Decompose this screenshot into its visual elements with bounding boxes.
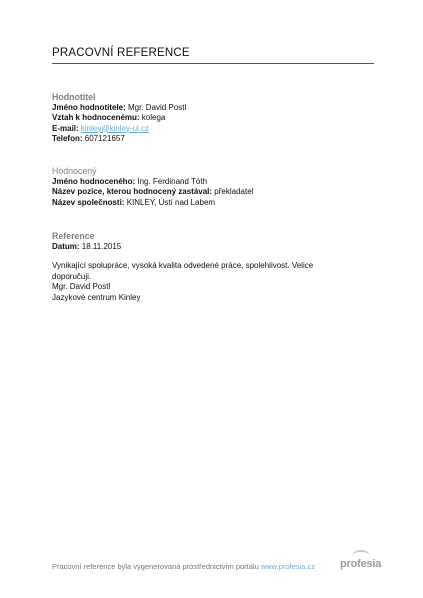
evaluator-phone-line: [52, 134, 186, 145]
footer-note: [52, 562, 315, 571]
footer-text: Pracovní reference byla vygenerovaná prostřednictvím portálu: [52, 562, 259, 571]
reference-date-line: [52, 242, 121, 253]
evaluated-heading: Hodnocený: [52, 166, 97, 176]
evaluated-section: [52, 166, 253, 208]
evaluated-position-label: Název pozice, kterou hodnocený zastával:: [52, 187, 213, 196]
evaluated-name-value: Ing. Ferdinand Tóth: [137, 176, 208, 186]
evaluator-relation-line: [52, 113, 186, 124]
signature-organization: Jazykové centrum Kinley: [52, 292, 141, 302]
evaluated-company-label: Název společnosti:: [52, 197, 125, 207]
evaluator-heading: Hodnotitel: [52, 92, 96, 102]
profesia-logo: [340, 550, 380, 576]
evaluated-name-label: Jméno hodnoceného:: [52, 176, 136, 186]
evaluated-company-value: KINLEY, Ústí nad Labem: [126, 197, 216, 207]
reference-section: [52, 231, 121, 252]
reference-date-label: Datum:: [52, 241, 80, 251]
evaluator-section: [52, 92, 186, 145]
evaluator-email-label: E-mail:: [52, 123, 79, 133]
reference-text-line-2: doporučuji.: [52, 271, 92, 281]
reference-text-line-1: Vynikající spolupráce, vysoká kvalita odvedené práce, spolehlivost. Velice: [52, 261, 314, 270]
evaluator-email-line: [52, 124, 186, 135]
evaluated-name-line: [52, 177, 253, 188]
document-title: PRACOVNÍ REFERENCE: [52, 47, 190, 59]
signature-name: Mgr. David Postl: [52, 282, 111, 291]
evaluator-relation-label: Vztah k hodnocenému:: [52, 113, 140, 122]
reference-heading: Reference: [52, 231, 95, 241]
evaluator-name-line: [52, 103, 186, 114]
evaluator-name-value: Mgr. David Postl: [128, 102, 187, 112]
footer-site-link[interactable]: www.profesia.cz: [260, 562, 316, 571]
evaluator-name-label: Jméno hodnotitele:: [52, 102, 126, 112]
logo-wordmark: profesia: [340, 558, 382, 570]
evaluator-phone-value: 607121657: [84, 134, 125, 143]
evaluator-email-link[interactable]: kinley@kinley-ul.cz: [80, 123, 150, 133]
evaluator-relation-value: kolega: [141, 113, 166, 122]
reference-date-value: 18.11.2015: [81, 241, 122, 251]
title-divider: [52, 63, 374, 64]
evaluated-position-line: [52, 187, 253, 198]
evaluated-position-value: překladatel: [214, 187, 254, 196]
evaluated-company-line: [52, 198, 253, 209]
reference-body: [52, 261, 342, 303]
evaluator-phone-label: Telefon:: [52, 134, 83, 143]
